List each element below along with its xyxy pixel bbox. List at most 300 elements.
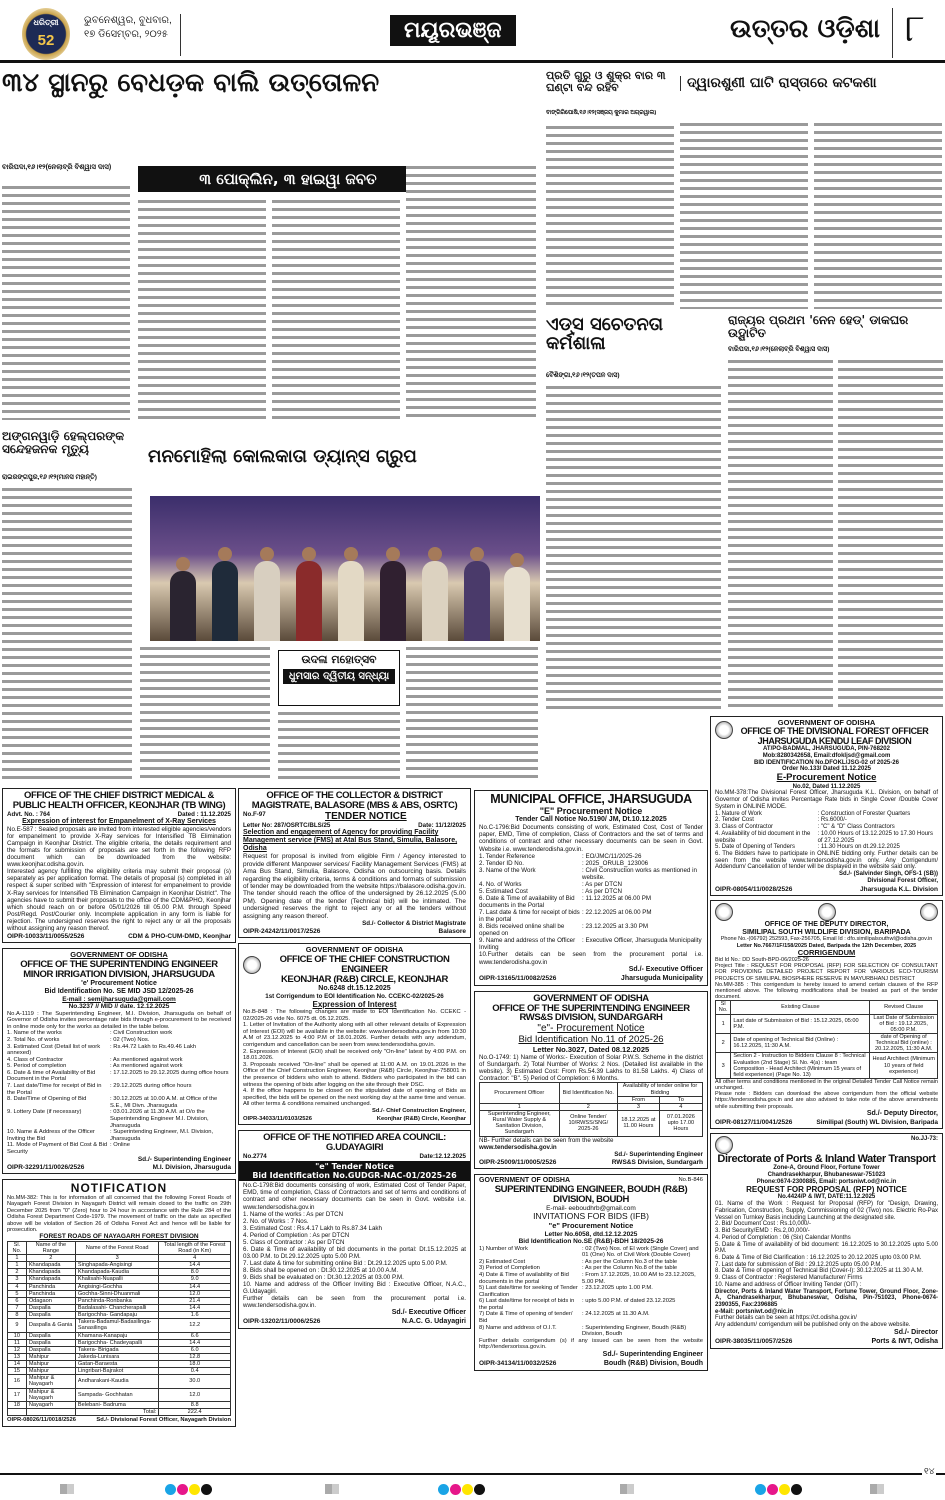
table-cell: 12.0 [159,1388,231,1401]
table-cell: 3 [716,1053,731,1079]
page-number: ୮ [892,8,925,58]
udala-festival-box [278,650,400,706]
item-label: 8. Date/Time of Opening of Bid [7,1096,87,1103]
column-header: To [659,1096,702,1103]
table-cell: 14.4 [159,1339,231,1346]
notice-body: No.A-1119 : The Superintending Engineer, M.I. Division, Jharsuguda on behalf of Governor of Odisha invites percentage rate bids through e-procurement to be received in online mode only for the works as detailed in the table below. [7,1010,231,1030]
signatory-office: M.I. Division, Jharsuguda [152,1164,231,1172]
table-row [716,1053,938,1079]
similipal-corrigendum [710,900,943,1129]
list-item: 4. Period of Completion : As per DTCN [243,1231,350,1239]
dfo-jharsuguda-notice [710,716,943,896]
item-label: 7. Last date & time for receipt of bids in the portal [479,909,580,924]
oipr-number: OIPR-13165/11/0082/2526 [479,974,557,982]
notice-heading: E-Procurement Notice [776,772,877,784]
table-cell: 16 [8,1375,27,1388]
list-item [479,888,703,895]
list-item [7,1083,231,1096]
state-emblem-icon [818,903,836,921]
notice-subject: Expression of interest for Empanelment of X-Ray Services [22,818,216,825]
notice-items [7,1030,231,1155]
notice-body: No.MM-378:The Divisional Forest Officer, Jharsuguda K.L. Division, on behalf of Governor of Odisha invites Percentage Rate bids in Single Cover /Double Cover System in ONLINE MODE. [715,790,938,810]
item-value: : 02 (Two) Nos. [110,1036,150,1043]
corrigendum-ref: 1st Corrigendum to EOI Identification No. CCEKC-02/2025-26 [265,992,444,1000]
signatory-office: Similipal (South) WL Division, Baripada [816,1118,938,1126]
item-value: : upto 5.00 P.M. of dated 23.12.2025 [582,1298,676,1305]
nac-udayagiri-notice [238,1130,471,1329]
notice-body: Any addendum/ corrigendum will be published only on the above website. [715,1322,911,1329]
list-item [715,831,938,844]
signatory: Sd./- Chief Construction Engineer, [371,1107,466,1114]
notice-body: No.B-848 : The following changes are made to EOI Identification No. CCEKC - 02/2025-26 vide No. 6075 dt. 05.12.2025. [243,1009,466,1022]
oipr-number: OIPR-32291/11/0026/2526 [7,1164,85,1172]
notice-number: No.F-97 [243,810,266,818]
item-value: : 02 (Two) Nos. of EI work (Single Cover) and 01 (One) No. of Civil Work (Double Cover) [582,1245,699,1259]
table-cell: 13 [8,1353,27,1360]
list-item [7,1030,231,1037]
notice-government: GOVERNMENT OF ODISHA [777,718,876,727]
column-header: Sl No. [716,1001,731,1014]
table-cell: 0.4 [159,1368,231,1375]
dance-headline: ମନମୋହିଲା କୋଲକାତା ଡ୍ୟାନ୍ସ ଗ୍ରୁପ [148,448,540,467]
notice-title: NOTIFICATION [70,1181,168,1196]
table-cell: 3 [8,1276,27,1283]
letter-number: Letter No.6058, dtd.12.12.2025 [544,1230,638,1238]
item-value: : As mentioned against work [110,1056,183,1063]
item-label: 2. Tender Cost [715,817,754,824]
notice-items [243,1211,466,1296]
list-item [7,1044,231,1057]
table-cell: 10 [8,1332,27,1339]
notice-items [715,811,938,851]
table-cell: Daspalla [26,1312,75,1319]
table-cell: Mahipur [26,1361,75,1368]
notice-government: GOVERNMENT OF ODISHA [305,945,404,955]
box-title: ଉଦଳା ମହୋତ୍ସବ [279,651,399,666]
odisha-logo-icon [715,903,733,921]
cce-keonjhar-notice [238,943,471,1125]
list-item: 7. Last date & time for submitting online Bid : Dt.29.12.2025 upto 5.00 P.M. [243,1260,448,1268]
article-body [140,645,270,780]
list-item: 3. Bid Security/EMD : Rs.2,00,000/- [715,1228,810,1235]
column-number: 4 [659,1103,702,1110]
letter-number: Letter No: 287/OSRTC/BLS/25 [243,822,331,830]
table-cell: 12 [8,1346,27,1353]
signatory: Sd./- Superintending Engineer [614,1150,703,1158]
list-item: 6. Date & Time of availability of bid documents in the portal: Dt.15.12.2025 at 03.00 P.M. to Dt.29.12.2025 upto 5.00 P.M. [243,1245,466,1260]
list-item [479,1311,703,1324]
table-cell: 6.6 [159,1332,231,1339]
notice-body: Interested agency fulfilling the eligibility criteria may submit their proposal (s) separately as per application format. The details of proposal (s) completed in all respect & super scribed with "Expression of interest for empanelment to provide X-Ray services for Intensified TB Elimination Campaign in Keonjhar District". The agencies have to submit their proposals to the office of the CDM&PHO, Keonjhar which should reach on or before 05/01/2026 till 05.00 P.M. through Speed Post/Regd. Post/Courier only. Incomplete application in any form is liable for rejection. The undersigned reserves the right to reject any or all the proposals without assigning any reason thereof. [7,868,231,932]
rwss-sundargarh-notice [474,991,708,1170]
color-registration-icon [165,1482,213,1500]
tender-call-number: Tender Call Notice No.5190/ JM, Dt.10.12.2025 [515,816,667,824]
notice-title: RWS&S DIVISION, SUNDARGARH [519,1012,663,1024]
item-value: : Civil Construction work [110,1030,173,1037]
article-body [546,384,721,712]
list-item [7,1057,231,1064]
masthead: ମୟୂରଭଞ୍ଜ [390,15,516,46]
main-subheadline: ୩ ପୋକ୍ଲିନ, ୩ ହାଇୱା ଜବତ [138,166,438,192]
item-value: : 23.12.2025 at 3.30 PM [582,923,649,931]
item-value: : 30.12.2025 at 10.00 A.M. at Office of the S.E., MI Divn. Jharsuguda [110,1096,218,1109]
item-label: 6. Date & time of Availability of Bid Document in the Portal [7,1069,96,1083]
table-cell: Panchinda [26,1290,75,1297]
list-item [7,1096,231,1109]
footer-page-number: ୧୪ [924,1466,935,1476]
item-value: : 24.12.2025 at 11.30 A.M. [582,1311,650,1318]
table-row [8,1269,231,1276]
table-cell: Khandapada [26,1276,75,1283]
item-label: 7. Last date/Time for receipt of Bid in the Portal [7,1083,102,1096]
item-value: : Civil Construction works as mentioned in website. [582,866,697,881]
list-item: 1. Letter of Invitation of the Authority along with all other relevant details of Expression of Interest (EOI) will be available in the website: www.tendersodisha.gov.in from 10:30 A.M of 23.12.2025 to 4:00 P.M of 18.01.2026. Further details with any addendum, corrigendum and cancellation can be seen from www.tendersodisha.gov.in. [243,1022,466,1048]
list-item: 9. Bids shall be evaluated on : Dt.30.12.2025 at 03.00 P.M. [243,1274,404,1282]
table-cell: 07.01.2026 upto 17.00 Hours [659,1111,702,1137]
list-item [479,909,703,923]
oipr-number: OIPR-38035/11/0057/2526 [715,1337,793,1345]
odisha-emblem-icon [715,1136,733,1154]
notice-heading: "e" Tender Notice [315,1162,394,1172]
notice-title: PUBLIC HEALTH OFFICER, KEONJHAR (TB WING) [12,799,226,811]
signatory: Sd./- (Salvinder Singh, OFS-1 (SB)) [838,871,938,878]
table-row [8,1401,231,1408]
item-value: : Online [110,1142,131,1149]
table-cell: Andharakani-Kaudia [75,1375,158,1388]
notice-body: No.E-587 : Sealed proposals are invited from interested eligible agencies/vendors for empanelment to provide X-Ray services for Intensified TB Elimination Campaign in Keonjhar District. The eligible criteria, the details requirement and the formats for submission of proposals are set forth in the following RFP document which can be downloaded from the website: www.keonjhar.odisha.gov.in. [7,825,231,869]
table-row [8,1368,231,1375]
notice-body: 6. The Bidders have to participate in ONLINE bidding only. Further details can be seen from the website www.tendersodisha.gov.in only. Any Corrigendum/ Addendum/ Cancellation of tender will be displayed in the website said only. [715,850,938,871]
bid-identification: Bid Identification No.SE (R&B)-BDH 18/2025-26 [518,1238,664,1246]
table-cell: Section 2 - Instruction to Bidders Clause 8 : Technical Evaluation (2nd Stage) Sl. No. 4(a) : team Composition - Head Architect (Minimum 15 years of field experience) (Page No. 13) [731,1053,870,1079]
table-row [8,1361,231,1368]
column-number: 3 [618,1103,660,1110]
item-value: : Rs.6000/- [817,817,847,824]
notice-title: MINOR IRRIGATION DIVISION, JHARSUGUDA [23,968,215,980]
table-row [8,1388,231,1401]
item-value: : 22.12.2025 at 06.00 PM [582,909,652,917]
notice-title: JHARSUGUDA KENDU LEAF DIVISION [757,735,912,746]
table-cell: 9.0 [159,1276,231,1283]
table-cell: Mahipur [26,1368,75,1375]
column-number: 3 [75,1254,158,1261]
oipr-number: OIPR-10033/11/0055/2526 [7,932,85,940]
article-body [406,164,536,420]
letter-number: No.3237 // MID // date. 12.12.2025 [68,1003,170,1011]
list-item [479,853,703,860]
item-value: : Rs.44.72 Lakh to Rs.49.46 Lakh [110,1043,197,1050]
table-cell: Gatan-Baraesta [75,1361,158,1368]
column-header: Bid Identification No. [559,1083,617,1103]
logo-text: ଧରିତ୍ରୀ [33,18,59,27]
table-row [8,1332,231,1339]
notice-number: No.B-846 [678,1177,703,1184]
notice-body: No.MM-385 : This corrigendum is hereby issued to amend certain clauses of the RFP mentioned above. The following modifications shall be treated as part of the tender document. [715,981,938,1001]
notice-body: Request for proposal is invited from eligible Firm / Agency interested to provide different Manpower services/ Facility Management Services (FMS) at Ama Bus Stand, Simulia, Balasore, Odisha on outsourcing basis. Details regarding the eligibility criteria, terms & conditions and formats of submission of tender may be downloaded from the website https://balasore.odisha.gov.in. The tender should reach the office of the undersigned by 26.12.2025 (5.00 PM). Opening date of the tender (Technical bid) will be intimated. The undersigned reserves the right to reject any or all the tenders without assigning any reason thereof. [243,853,466,920]
website: www.tendersodisha.gov.in [479,1143,557,1151]
list-item [479,937,703,951]
table-row [8,1312,231,1319]
item-label: 1. Tender Reference [479,852,535,860]
table-cell: Panchinda-Ronbanka [75,1297,158,1304]
order-number: Order No.133/ Dated 11.12.2025 [781,766,872,773]
column-header: Existing Clause [731,1001,870,1014]
list-item [479,1298,703,1311]
table-cell: Gochha-Sinni-Dhuanmali [75,1290,158,1297]
table-cell: 14 [8,1361,27,1368]
post-office-headline: ରାଜ୍ୟର ପ୍ରଥମ 'ନେନ ହେଡ୍' ଡାକଘର ଉଦ୍ଘାଟିତ [728,314,944,339]
oipr-number: OIPR-25009/11/0005/2526 [479,1158,557,1166]
header-rule [0,60,945,63]
list-item: 9. Class of Contractor : Registered Manufacturer/ Firms [715,1275,863,1282]
letter-number: No.6248 dt.15.12.2025 [318,984,391,992]
advt-number: Advt. No. : 764 [7,810,50,818]
signatory: CDM & PHO-CUM-DMD, Keonjhar [128,932,231,940]
ports-iwt-rfp-notice [710,1133,943,1349]
table-cell: 14.4 [159,1283,231,1290]
address: Zone-A, Ground Floor, Fortune Tower [773,1165,880,1172]
table-cell: Nayagarh [26,1401,75,1408]
notice-subheading: "e" Procurement Notice [548,1221,634,1231]
table-cell: Head Architect (Minimum 10 years of field experience) [870,1053,938,1079]
item-value: : 03.01.2026 at 11.30 A.M. at O/o the Superintending Engineer M.I. Division, Jharsuguda [110,1109,209,1129]
odisha-emblem-icon [715,721,733,739]
notice-heading: TENDER NOTICE [325,810,407,822]
list-item [479,923,703,937]
list-item: 3. Estimated Cost : Rs.4.17 Lakh to Rs.87.34 Lakh [243,1224,382,1232]
column-header: From [618,1096,660,1103]
notice-heading: REQUEST FOR PROPOSAL (RFP) NOTICE [746,1184,907,1194]
article-body [2,184,130,420]
table-title: FOREST ROADS OF NAYAGARH FOREST DIVISION [39,1233,199,1241]
table-cell: Khandapada [26,1262,75,1269]
item-label: 1. Name of the works [7,1030,62,1037]
municipal-jharsuguda-notice [474,790,708,986]
notice-title: KEONJHAR (R&B) CIRCLE, KEONJHAR [280,973,449,985]
column-number: 1 [480,1103,560,1110]
table-cell: 8.8 [159,1401,231,1408]
anniversary-logo [22,8,70,60]
item-value: : 17.12.2025 to 29.12.2025 during office hours [110,1069,229,1076]
dateline: ବାଙ୍ଗିରିପୋଷି,୧୬।୧୨(ସଞ୍ଜୟ କୁମାର ଅଗ୍ରୱାଲ) [546,110,674,117]
notice-government: GOVERNMENT OF ODISHA [533,992,649,1004]
list-item [7,1063,231,1070]
article-body [728,358,833,712]
table-row [8,1297,231,1304]
signatory: Sd./- Director [894,1328,938,1336]
table-cell: 14.4 [159,1262,231,1269]
notice-heading: Expression of Interest [312,999,397,1009]
notice-title: Directorate of Ports & Inland Water Transport [717,1152,936,1165]
section-title: ଉତ୍ତର ଓଡ଼ିଶା [730,14,880,44]
table-row [8,1283,231,1290]
list-item: 8. Date & Time of opening of Technical Bid (Cover-I): 30.12.2025 at 11.30 A.M. [715,1268,924,1275]
item-label: 3. Estimated Cost (Detail list of work annexed) [7,1043,101,1057]
signatory: Sd./- Superintending Engineer [137,1155,231,1163]
address: AT/PO-BADMAL, JHARSUGUDA, PIN-768202 [763,746,890,753]
article-body [272,198,400,420]
bid-id: Bid Id No.: DD South-BPD-06/2025-26 [715,957,809,964]
table-cell: Daspalla [26,1332,75,1339]
notice-number: No.02, Dated 11.12.2025 [792,783,861,790]
list-item [7,1070,231,1083]
registration-mark-icon [325,1484,339,1494]
signatory: Sd./- Executive Officer [391,1309,466,1317]
table-cell: Khandapada [26,1269,75,1276]
notice-title: OFFICE OF THE CHIEF CONSTRUCTION ENGINEER [279,953,450,975]
bid-identification: BID IDENTIFICATION No.DFOKL/JSG-02 of 2025-26 [754,759,899,766]
column-header: Total length of the Forest Road (in Km) [159,1241,231,1254]
list-item: 6. Date & Time of Bid Clarification : 16.12.2025 to 20.12.2025 upto 03.00 P.M. [715,1254,922,1261]
contact: Phone No.-(06792) 252593, Fax-256705, Email Id : dfo.similipalsouthwl@odisha.gov.in [720,936,933,943]
item-value: : EO/JMC/11/2025-26 [582,852,642,860]
item-label: 3. Name of the Work [479,866,536,874]
email: e-Mail: portsniwt.od@nic.in [715,1308,794,1315]
list-item: 4. If the office happens to be closed on the stipulated date of opening of Bids as specified, the bids will be opened on the next working day at the same time and venue. [243,1088,466,1101]
table-cell: Mahipur & Nayagarh [26,1388,75,1401]
oipr-number: OIPR-34134/11/0032/2526 [479,1360,557,1367]
signatory: Sd./- Superintending Engineer [602,1351,703,1359]
email: E-mail : semijharsuguda@gmail.com [62,995,176,1003]
item-label: 5. Period of completion [7,1063,67,1070]
table-row [8,1346,231,1353]
notice-title: OFFICE OF THE DIVISIONAL FOREST OFFICER [740,726,929,737]
table-row [716,1033,938,1052]
list-item: 4. Period of Completion : 06 (Six) Calendar Months [715,1234,851,1241]
item-value: : 29.12.2025 during office hours [110,1083,192,1090]
dateline: ବାରିପଦା,୧୬।୧୨(ନେଲାବ୍ରି ବିଶ୍ୱାସ ଦାସ) [728,346,830,353]
table-cell: 9 [8,1319,27,1332]
signatory-office: Boudh (R&B) Division, Boudh [603,1360,703,1367]
oipr-number: OIPR-24242/11/0017/2526 [243,928,321,936]
signatory-office: Jharsuguda K.L. Division [859,885,938,893]
article-body [278,710,400,780]
item-label: 6. Date & Time of availability of Bid documents in the Portal [479,894,575,910]
item-label: 4. Class of Contractor [7,1056,64,1063]
signatory-office: RWS&S Division, Sundargarh [611,1158,703,1166]
item-label: 2) Estimated Cost [479,1258,526,1265]
item-label: 8. Bids received online shall be opened on [479,923,565,938]
table-cell: 12.2 [159,1319,231,1332]
list-item: 01. Name of the Work : Request for Proposal (RFP) for "Design, Drawing, Fabrication, Construction, Supply, Commissioning of 02 (Two) nos. Electric Ro-Pax Vessel on Turnkey Basis including Launching at the designated site. [715,1201,938,1221]
list-item [7,1129,231,1142]
ghat-headline: ଦ୍ୱାରଶୁଣୀ ଘାଟି ରାସ୍ତାରେ କଟକଣା [680,76,942,91]
signatory: Sd./- Collector & District Magistrate [362,919,466,927]
table-cell: Khalisahi-Nuapalli [75,1276,158,1283]
table-cell: Last Date of Submission of Bid : 19.12.2025, 05:00 P.M. [870,1014,938,1033]
signatory: Sd./- Deputy Director, [866,1109,938,1117]
table-cell: 2 [8,1269,27,1276]
notice-body: Please note : Bidders can download the above corrigendum from the official website https://tendersodisha.gov.in and are also advised to take note of the above amendments while submitting their proposals. [715,1091,938,1110]
table-cell: Barigochha- Gandapaju [75,1312,158,1319]
oipr-number: OIPR-13202/11/0006/2526 [243,1318,321,1326]
registration-mark-icon [870,1484,884,1494]
column-header: Name of the Range [26,1241,75,1254]
table-cell: Jakeda-Lunisara [75,1353,158,1360]
bid-identification: Bid Identification No.GUDGR-NAC-01/2025-26 [252,1171,457,1181]
table-row [8,1353,231,1360]
table-row [8,1375,231,1388]
table-cell: 6 [8,1297,27,1304]
table-cell: 2 [716,1033,731,1052]
nayagarh-forest-notification [2,1179,236,1426]
oipr-number: OIPR-08127/11/0041/2526 [715,1118,793,1126]
table-cell: 1 [8,1262,27,1269]
table-cell: Takera- Birigada [75,1346,158,1353]
table-cell: Daspalla [26,1304,75,1311]
notice-title: SUPERINTENDING ENGINEER, BOUDH (R&B) DIVISION, BOUDH [494,1184,688,1206]
notice-body: Further details can be seen from the procurement portal i.e. www.tendersodisha.gov.in. [243,1295,466,1310]
table-row [716,1014,938,1033]
list-item: 2. Expression of Interest (EOI) shall be received only "On-line" latest by 4:00 P.M. on 18.01.2026. [243,1048,466,1062]
list-item [715,844,938,851]
column-header: Availability of tender online for Bidding [618,1083,703,1096]
item-value: : 10.00 Hours of 13.12.2025 to 17.30 Hours of 27.12.2025 [817,830,933,844]
notice-title: OFFICE OF THE SUPERINTENDING ENGINEER [20,958,218,970]
signatory-title: Divisional Forest Officer, [867,877,938,884]
table-cell: Odagaon [26,1297,75,1304]
item-label: 9. Name and address of the Officer Inviting [479,937,576,952]
forest-roads-table [7,1241,231,1417]
table-cell: Panchinda [26,1283,75,1290]
address: Chandrasekharpur, Bhubaneswar-751023 [767,1172,886,1179]
table-cell: Lingribari-Bajrakot [75,1368,158,1375]
item-value: : 23.12.2025 upto 1.00 P.M. [582,1285,653,1292]
article-body [680,121,808,309]
item-label: 10. Name & Address of the Officer Inviting the Bid [7,1129,95,1142]
contact: Phone:0674-2300885, Email: portsniwt.od@nic.in [756,1178,897,1185]
table-row [8,1339,231,1346]
notice-body: No.C-1796:Bid Documents consisting of work, Estimated Cost, Cost of Tender paper, EMD, Time of completion, Class of Contractors and the set of terms and conditions of contract and other necessary documents can be seen in Govt. Website i.e. www.tenderodisha.gov.in. [479,824,703,853]
item-value: : From 17.12.2025, 10.00 AM to 23.12.2025, 5.00 PM. [582,1271,696,1285]
item-value: : Construction of Forester Quarters [817,810,911,817]
table-cell: Badalasahi- Chancherapalli [75,1304,158,1311]
table-cell: 15 [8,1368,27,1375]
table-row [8,1276,231,1283]
bid-identification: Bid Identification No. SE MID JSD 12/2025-26 [44,987,194,995]
signatory-office: Keonjhar (R&B) Circle, Keonjhar [376,1115,466,1122]
list-item [7,1037,231,1044]
table-cell: Angisingi-Gochha [75,1283,158,1290]
table-cell: 7 [8,1304,27,1311]
table-cell: 12.8 [159,1353,231,1360]
notice-title: OFFICE OF THE DEPUTY DIRECTOR, [764,920,889,928]
list-item [479,881,703,888]
table-cell: Last date of Submission of Bid : 15.12.2025, 05:00 P.M. [731,1014,870,1033]
oipr-number: OIPR-34033/11/0103/2526 [243,1115,312,1122]
item-value: : 11.12.2025 at 06.00 PM [582,894,652,902]
notice-body: All other terms & conditions remained unchanged. [243,1101,372,1108]
signatory-office: Jharsuguda Municipality [620,974,703,982]
table-cell: 21.4 [159,1297,231,1304]
notice-title: SIMILIPAL SOUTH WILDLIFE DIVISION, BARIPADA [742,928,911,936]
date-line: ଭୁବନେଶ୍ୱର, ବୁଧବାର, [84,15,172,26]
column-header: Sl. No. [8,1241,27,1254]
notice-body: Further details corrigendum (s) if any issued can be seen from the website http://tendersorissa.gov.in. [479,1337,703,1351]
table-cell: Takera-Badamul-Badasilinga-Sanasilinga [75,1319,158,1332]
table-row [8,1304,231,1311]
table-cell: Barigochha- Chadeyapalli [75,1339,158,1346]
color-registration-icon [755,1482,803,1500]
signatory: Sd./- Divisional Forest Officer, Nayagarh Division [96,1417,231,1424]
notice-title: OFFICE OF THE COLLECTOR & DISTRICT [266,790,443,801]
table-cell: 14.4 [159,1304,231,1311]
table-cell: Daspalla & Gania [26,1319,75,1332]
column-number: 2 [26,1254,75,1261]
table-cell: Online Tender/ 10/RWSS/SNG/ 2025-26 [559,1111,617,1137]
registration-mark-icon [60,1484,74,1494]
item-label: 5) Last date/time for seeking of Tender Clarification [479,1285,578,1298]
